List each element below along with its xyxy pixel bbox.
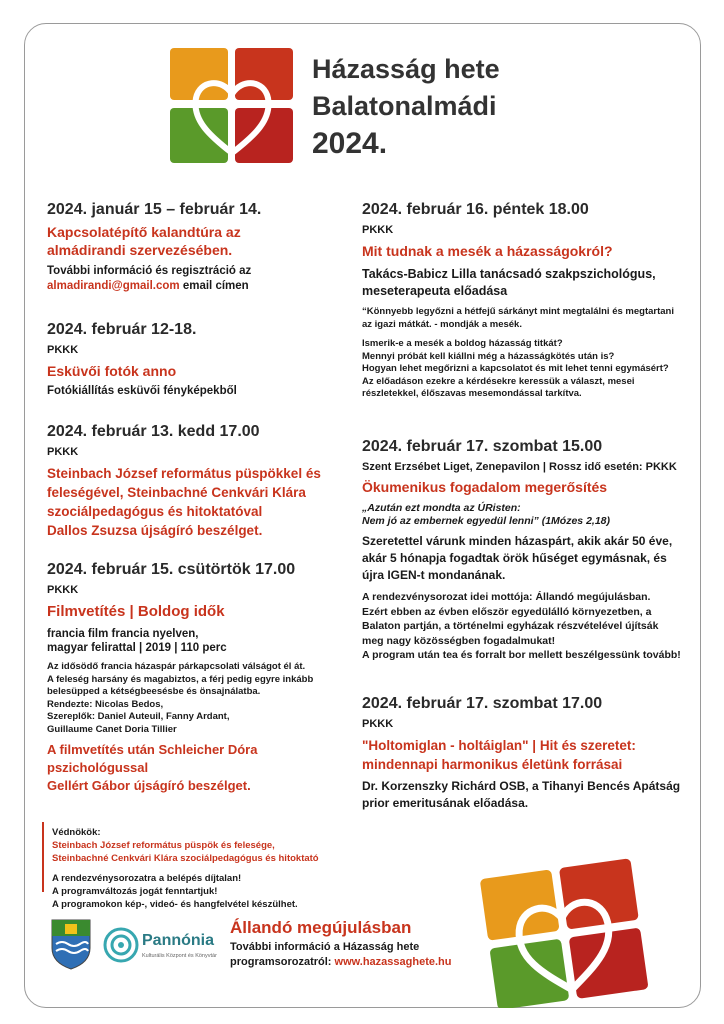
event-desc: Steinbach József református püspökkel és feleségével, Steinbachné Cenkvári Klára szociálpedagógus és hitoktatóval Dallos Zsuzsa újságíró beszélget. [47, 466, 321, 538]
heart-logo-footer [480, 858, 650, 1008]
event-title: Filmvetítés | Boldog idők [47, 603, 225, 620]
film-info: francia film francia nyelven, magyar felirattal | 2019 | 110 perc [47, 628, 227, 654]
event-location: PKKK [47, 344, 79, 356]
film-synopsis: Az idősödő francia házaspár párkapcsolati válságot él át. A feleség harsány és magabiztos, a férj pedig egyre inkább belesüpped a kétségbeesésbe és önsajnálatba. Rendezte: Nicolas Bedos, Szereplők: Daniel Auteuil, Fanny Ardant, Guillaume Canet Doria Tillier [47, 661, 314, 735]
patrons [52, 826, 352, 865]
event-speaker: Takács-Babicz Lilla tanácsadó szakpszichológus, meseterapeuta előadása [362, 267, 656, 298]
event-quote: „Azután ezt mondta az ÚRisten: Nem jó az embernek egyedül lenni” (1Mózes 2,18) [362, 502, 610, 527]
event-date: 2024. február 17. szombat 17.00 [362, 695, 603, 712]
pannonia-logo [102, 922, 220, 970]
event-6 [362, 437, 682, 663]
footer-divider [42, 822, 44, 892]
event-invite: Szeretettel várunk minden házaspárt, akik akár 50 éve, akár 5 hónapja fogadtak örök hűséget egymásnak, és újra IGEN-t mondanának. [362, 534, 673, 582]
event-date: 2024. január 15 – február 14. [47, 201, 262, 218]
pannonia-name: Pannónia [142, 932, 215, 949]
event-7 [362, 694, 682, 812]
film-discussion: A filmvetítés után Schleicher Dóra pszichológussal Gellért Gábor újságíró beszélget. [47, 742, 258, 793]
more-info: További információ a Házasság hete programsorozatról: www.hazassaghete.hu [230, 941, 452, 968]
event-quote: “Könnyebb legyőzni a hétfejű sárkányt mint megtalálni és megtartani az igazi mátkát. - mondják a mesék. [362, 306, 674, 330]
event-1 [47, 200, 337, 294]
notice-3: A programokon kép-, videó- és hangfelvétel készülhet. [52, 899, 298, 910]
pannonia-swirl-icon [102, 926, 140, 964]
email-link[interactable]: almadirandi@gmail.com [47, 280, 180, 292]
notice-1: A rendezvénysorozatra a belépés díjtalan! [52, 873, 242, 884]
header-title-line2: Balatonalmádi [312, 91, 497, 121]
header-title-line1: Házasság hete [312, 54, 500, 84]
patron-2: Steinbachné Cenkvári Klára szociálpedagógus és hitoktató [52, 853, 319, 864]
notice-2: A programváltozás jogát fenntartjuk! [52, 886, 218, 897]
event-2 [47, 320, 337, 399]
event-title: Mit tudnak a mesék a házasságokról? [362, 243, 613, 259]
event-title: Esküvői fotók anno [47, 363, 177, 379]
town-coat-of-arms-icon [50, 918, 92, 970]
event-location: Szent Erzsébet Liget, Zenepavilon | Rossz idő esetén: PKKK [362, 461, 677, 473]
event-5 [362, 200, 682, 401]
event-title: Ökumenikus fogadalom megerősítés [362, 479, 608, 495]
event-desc: Fotókiállítás esküvői fényképekből [47, 385, 237, 397]
event-location: PKKK [47, 584, 79, 596]
notices [52, 872, 352, 911]
event-4 [47, 560, 347, 795]
event-info: További információ és regisztráció az almadirandi@gmail.com email címen [47, 265, 252, 292]
event-date: 2024. február 13. kedd 17.00 [47, 423, 260, 440]
event-date: 2024. február 12-18. [47, 321, 197, 338]
event-date: 2024. február 16. péntek 18.00 [362, 201, 589, 218]
event-date: 2024. február 15. csütörtök 17.00 [47, 561, 296, 578]
pannonia-subtitle: Kulturális Központ és Könyvtár [142, 953, 217, 959]
patron-1: Steinbach József református püspök és felesége, [52, 840, 275, 851]
event-title: "Holtomiglan - holtáiglan" | Hit és szeretet: mindennapi harmonikus életünk forrásai [362, 738, 636, 772]
event-motto: A rendezvénysorozat idei mottója: Állandó megújulásban. Ezért ebben az évben először egyedülálló környezetben, a Balaton partján, a történelmi egyházak részvételével újítsák meg nagy közösségben fogadalmukat! A program után tea és forralt bor mellett beszélgessünk tovább! [362, 591, 681, 661]
event-3 [47, 422, 342, 540]
motto: Állandó megújulásban [230, 918, 412, 937]
event-desc: Ismerik-e a mesék a boldog házasság titkát? Mennyi próbát kell kiállni még a házasságkötés után is? Hogyan lehet megőrizni a kapcsolatot és mit lehet tenni egymásért? Az előadáson ezekre a kérdésekre keressük a választ, mesei részletekkel, élőszavas mesemondással tarkítva. [362, 338, 669, 399]
event-location: PKKK [362, 718, 394, 730]
header-title-line3: 2024. [312, 127, 388, 160]
heart-logo [170, 48, 295, 163]
event-location: PKKK [47, 446, 79, 458]
patrons-label: Védnökök: [52, 827, 101, 838]
event-speaker: Dr. Korzenszky Richárd OSB, a Tihanyi Bencés Apátság prior emeritusának előadása. [362, 779, 681, 810]
event-location: PKKK [362, 224, 394, 236]
event-title: Kapcsolatépítő kalandtúra az almádirandi szervezésében. [47, 224, 241, 258]
website-link[interactable]: www.hazassaghete.hu [334, 956, 452, 968]
event-date: 2024. február 17. szombat 15.00 [362, 438, 603, 455]
